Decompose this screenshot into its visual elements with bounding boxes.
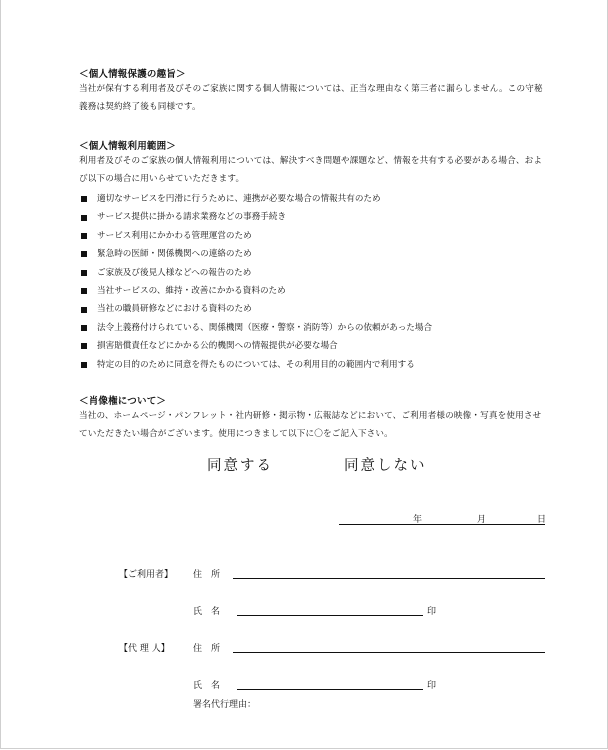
- usage-scope-list: [79, 190, 432, 374]
- agent-address-line[interactable]: [233, 652, 545, 653]
- consent-disagree-option[interactable]: 同意しない: [344, 458, 427, 474]
- agent-name-line[interactable]: [237, 689, 423, 690]
- square-bullet-icon: [81, 251, 87, 257]
- date-day-label: 日: [537, 515, 547, 525]
- square-bullet-icon: [81, 325, 87, 331]
- proxy-reason-label: 署名代行理由：: [193, 700, 257, 710]
- agent-address-label: 住 所: [193, 644, 221, 654]
- agent-seal-label: 印: [427, 681, 437, 691]
- square-bullet-icon: [81, 196, 87, 202]
- list-item: サービス提供に掛かる請求業務などの事務手続き: [79, 208, 432, 226]
- user-seal-label: 印: [427, 607, 437, 617]
- square-bullet-icon: [81, 215, 87, 221]
- date-month-label: 月: [477, 515, 487, 525]
- list-item: 法令上義務付けられている、関係機関（医療・警察・消防等）からの依頼があった場合: [79, 319, 432, 337]
- privacy-purpose-text: 当社が保有する利用者及びそのご家族に関する個人情報については、正当な理由なく第三者に漏らしません。この守秘義務は契約終了後も同様です。: [79, 84, 543, 112]
- usage-scope-intro: 利用者及びそのご家族の個人情報利用については、解決すべき問題や課題など、情報を共有する必要がある場合、および以下の場合に用いらせていただきます。: [79, 156, 543, 184]
- list-item: サービス利用にかかわる管理運営のため: [79, 227, 432, 245]
- list-item: 緊急時の医師・関係機関への連絡のため: [79, 245, 432, 263]
- square-bullet-icon: [81, 233, 87, 239]
- user-address-line[interactable]: [233, 578, 545, 579]
- date-year-label: 年: [413, 515, 423, 525]
- square-bullet-icon: [81, 362, 87, 368]
- square-bullet-icon: [81, 288, 87, 294]
- user-label: 【ご利用者】: [119, 570, 174, 580]
- agent-name-label: 氏 名: [193, 681, 221, 691]
- consent-agree-option[interactable]: 同意する: [207, 458, 273, 474]
- square-bullet-icon: [81, 307, 87, 313]
- agent-label: 【代 理 人】: [119, 644, 170, 654]
- list-item: 損害賠償責任などにかかる公的機関への情報提供が必要な場合: [79, 337, 432, 355]
- privacy-purpose-heading: ＜個人情報保護の趣旨＞: [79, 69, 186, 80]
- list-item: 適切なサービスを円滑に行うために、連携が必要な場合の情報共有のため: [79, 190, 432, 208]
- portrait-rights-text: 当社の、ホームページ・パンフレット・社内研修・掲示物・広報誌などにおいて、ご利用者様の映像・写真を使用させていただきたい場合がございます。使用につきまして以下に〇をご記入下さい。: [79, 411, 542, 439]
- user-name-label: 氏 名: [193, 607, 221, 617]
- user-address-label: 住 所: [193, 570, 221, 580]
- date-line[interactable]: [339, 524, 545, 525]
- user-name-line[interactable]: [237, 615, 423, 616]
- list-item: 当社の職員研修などにおける資料のため: [79, 300, 432, 318]
- list-item: 特定の目的のために同意を得たものについては、その利用目的の範囲内で利用する: [79, 356, 432, 374]
- square-bullet-icon: [81, 343, 87, 349]
- list-item: ご家族及び後見人様などへの報告のため: [79, 264, 432, 282]
- list-item: 当社サービスの、維持・改善にかかる資料のため: [79, 282, 432, 300]
- usage-scope-heading: ＜個人情報利用範囲＞: [79, 141, 177, 152]
- square-bullet-icon: [81, 270, 87, 276]
- portrait-rights-heading: ＜肖像権について＞: [79, 396, 167, 407]
